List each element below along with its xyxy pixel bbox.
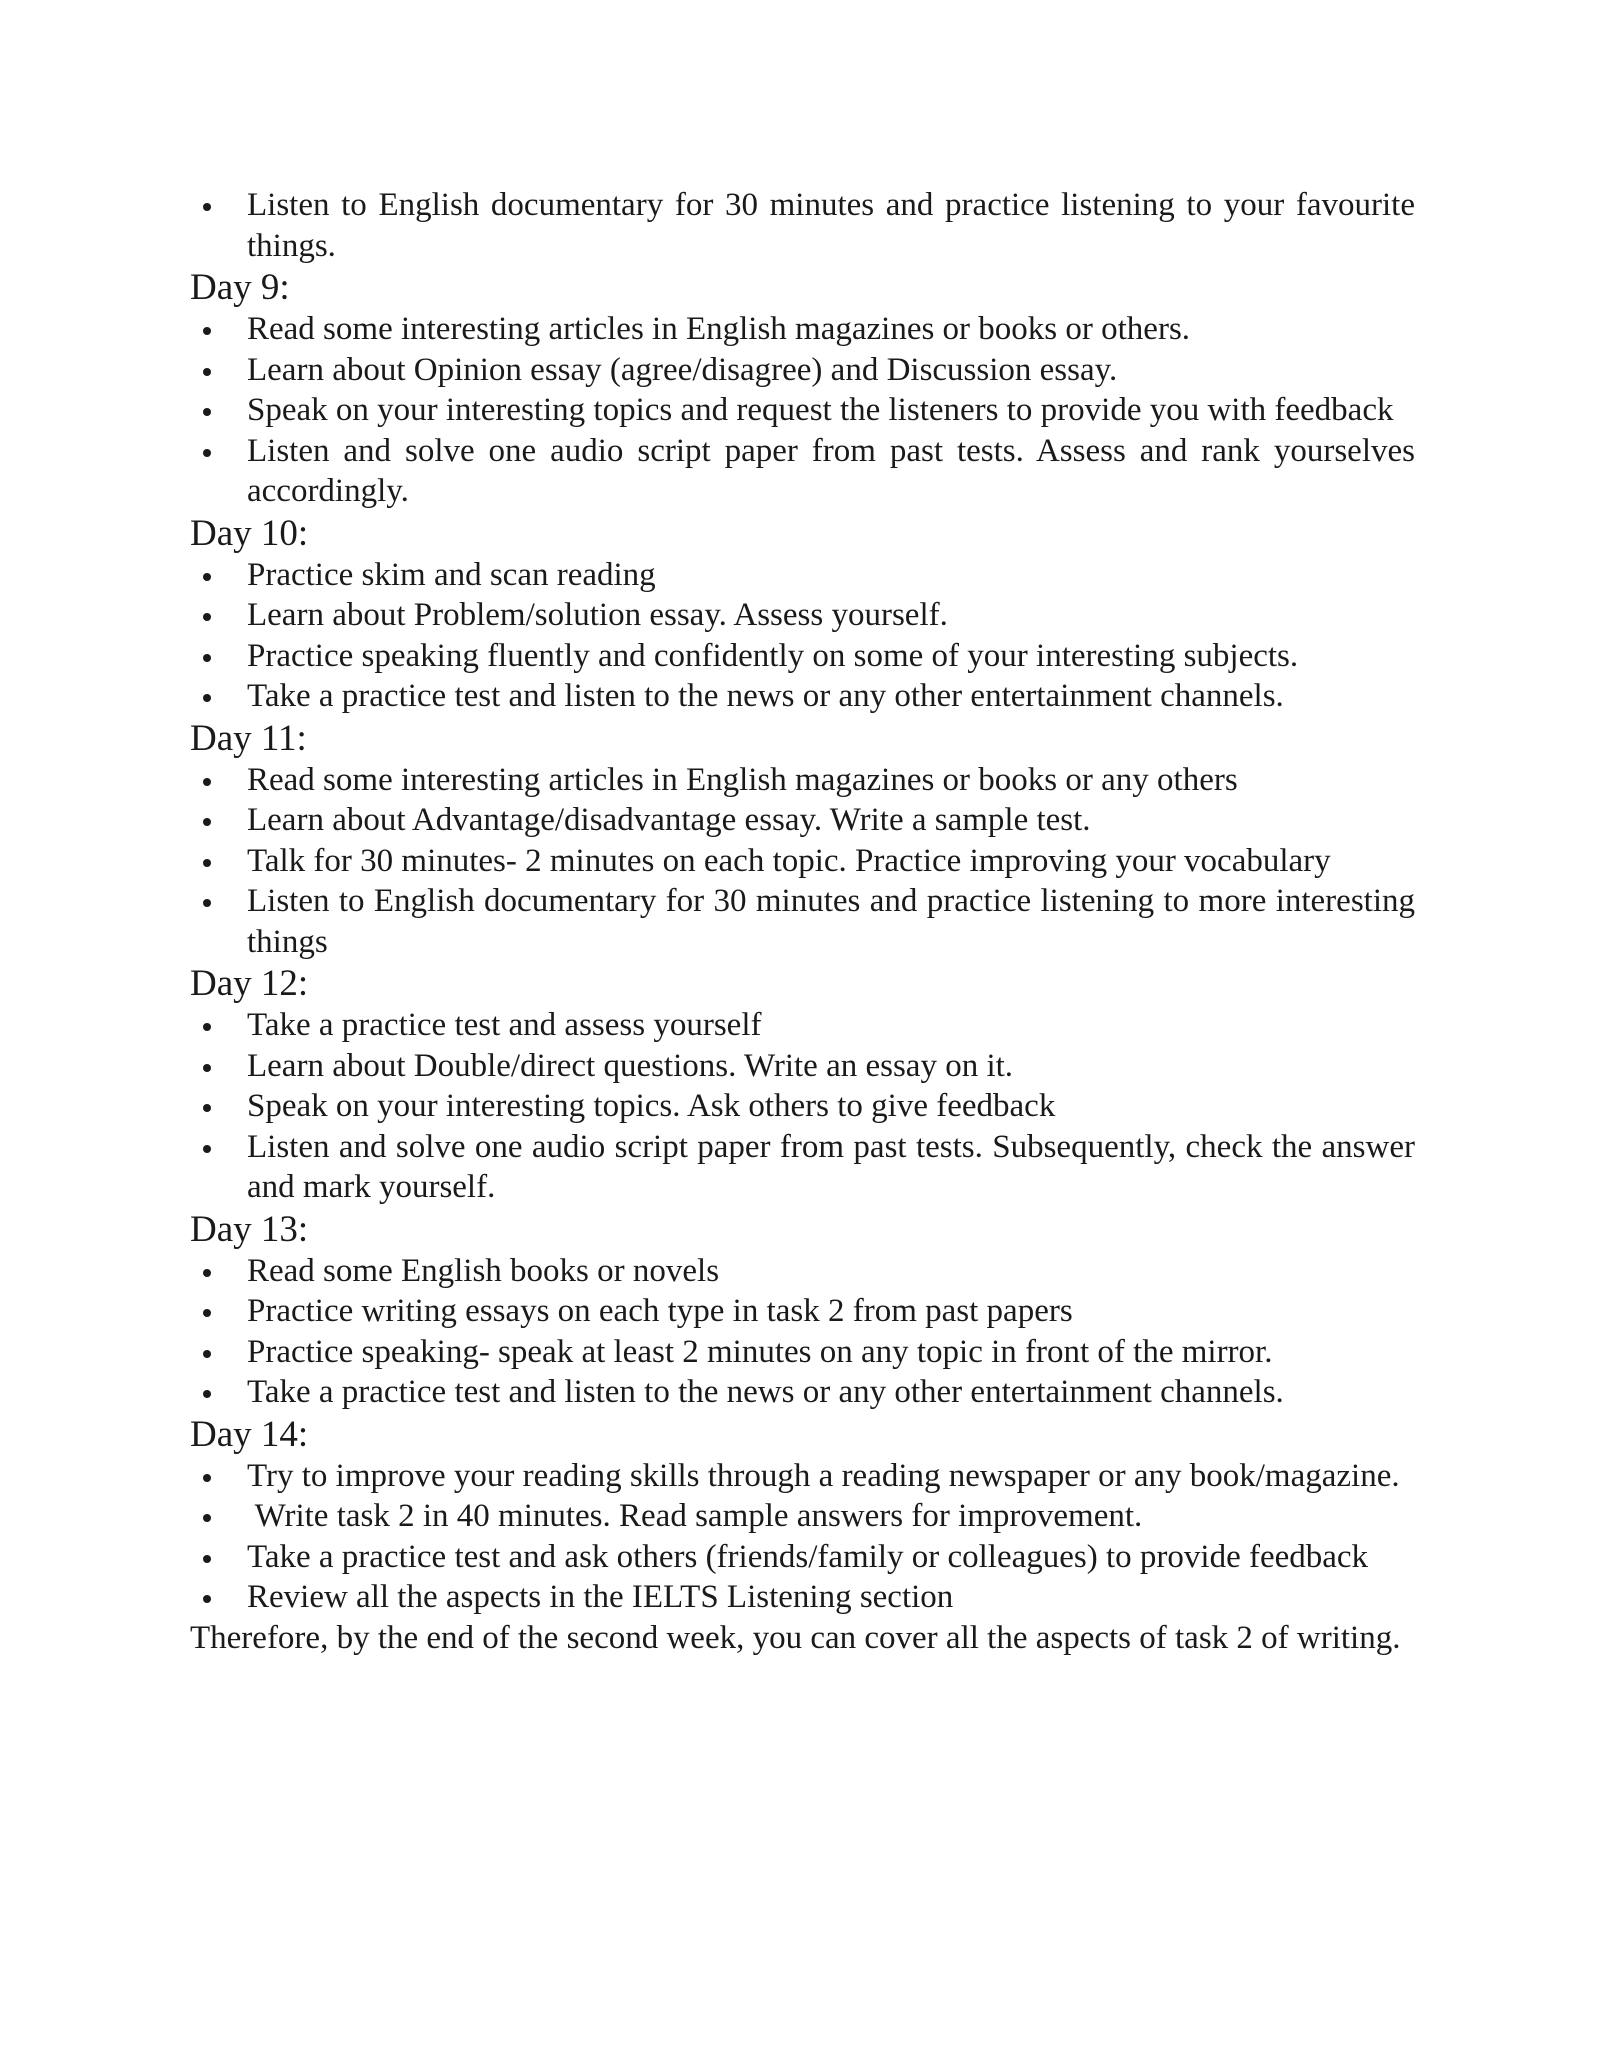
list-item	[190, 390, 1415, 431]
day-section-13	[190, 1208, 1415, 1413]
list-item	[190, 1291, 1415, 1332]
list-item-text: Listen to English documentary for 30 minutes and practice listening to more interesting things	[247, 883, 1415, 960]
list-item-text: Speak on your interesting topics. Ask others to give feedback	[247, 1088, 1056, 1124]
day-task-list	[190, 1251, 1415, 1413]
bullet-icon	[203, 1145, 211, 1153]
day-heading: Day 12:	[190, 963, 309, 1004]
list-item-text: Write task 2 in 40 minutes. Read sample answers for improvement.	[247, 1498, 1143, 1534]
list-item	[190, 185, 1415, 266]
bullet-icon	[203, 1555, 211, 1563]
day-task-list	[190, 309, 1415, 512]
day-section-14	[190, 1413, 1415, 1618]
day-task-list	[190, 1005, 1415, 1208]
bullet-icon	[203, 203, 211, 211]
day-section-11	[190, 717, 1415, 963]
list-item	[190, 1127, 1415, 1208]
day-heading: Day 13:	[190, 1208, 309, 1250]
bullet-icon	[203, 613, 211, 621]
list-item-text: Learn about Opinion essay (agree/disagree) and Discussion essay.	[247, 351, 1118, 388]
bullet-icon	[203, 778, 211, 786]
bullet-icon	[203, 654, 211, 662]
day-heading: Day 11:	[190, 717, 307, 759]
list-item	[190, 881, 1415, 962]
bullet-icon	[203, 1474, 211, 1482]
bullet-icon	[203, 368, 211, 376]
list-item	[190, 1577, 1415, 1618]
list-item-text: Read some interesting articles in English magazines or books or any others	[247, 761, 1238, 798]
list-item	[190, 1086, 1415, 1127]
list-item-text: Read some English books or novels	[247, 1252, 720, 1289]
bullet-icon	[203, 1064, 211, 1072]
bullet-icon	[203, 899, 211, 907]
list-item-text: Learn about Problem/solution essay. Assess yourself.	[247, 597, 948, 633]
day-task-list	[190, 1456, 1415, 1618]
bullet-icon	[203, 1350, 211, 1358]
list-item-text: Learn about Double/direct questions. Write an essay on it.	[247, 1047, 1014, 1084]
document-page	[190, 185, 1415, 1658]
list-item-text: Review all the aspects in the IELTS Listening section	[247, 1579, 954, 1615]
list-item-text: Practice speaking- speak at least 2 minutes on any topic in front of the mirror.	[247, 1333, 1273, 1370]
list-item	[190, 1496, 1415, 1537]
day-heading: Day 9:	[190, 267, 290, 308]
bullet-icon	[203, 1023, 211, 1031]
list-item	[190, 800, 1415, 841]
bullet-icon	[203, 1269, 211, 1277]
day-task-list	[190, 555, 1415, 717]
bullet-icon	[203, 327, 211, 335]
bullet-icon	[203, 1104, 211, 1112]
bullet-icon	[203, 573, 211, 581]
intro-list	[190, 185, 1415, 266]
bullet-icon	[203, 449, 211, 457]
list-item	[190, 309, 1415, 350]
list-item	[190, 1456, 1415, 1497]
list-item-text: Learn about Advantage/disadvantage essay. Write a sample test.	[247, 802, 1091, 838]
list-item-text: Listen and solve one audio script paper from past tests. Subsequently, check the answer and mark yourself.	[247, 1128, 1415, 1205]
list-item-text: Try to improve your reading skills through a reading newspaper or any book/magazine.	[247, 1457, 1400, 1494]
list-item	[190, 555, 1415, 596]
day-heading: Day 10:	[190, 512, 309, 554]
list-item	[190, 1372, 1415, 1413]
list-item-text: Listen and solve one audio script paper from past tests. Assess and rank yourselves accordingly.	[247, 432, 1415, 509]
day-heading: Day 14:	[190, 1413, 309, 1455]
list-item-text: Listen to English documentary for 30 minutes and practice listening to your favourite things.	[247, 187, 1415, 264]
list-item	[190, 841, 1415, 882]
list-item	[190, 1537, 1415, 1578]
list-item-text: Speak on your interesting topics and request the listeners to provide you with feedback	[247, 392, 1394, 428]
bullet-icon	[203, 1390, 211, 1398]
list-item-text: Practice skim and scan reading	[247, 556, 656, 593]
list-item	[190, 431, 1415, 512]
list-item-text: Practice writing essays on each type in task 2 from past papers	[247, 1293, 1073, 1329]
list-item	[190, 1005, 1415, 1046]
list-item	[190, 1251, 1415, 1292]
bullet-icon	[203, 694, 211, 702]
bullet-icon	[203, 408, 211, 416]
bullet-icon	[203, 1514, 211, 1522]
list-item	[190, 595, 1415, 636]
list-item	[190, 1332, 1415, 1373]
day-section-10	[190, 512, 1415, 717]
closing-paragraph: Therefore, by the end of the second week, you can cover all the aspects of task 2 of writing.	[190, 1619, 1401, 1656]
list-item-text: Talk for 30 minutes- 2 minutes on each topic. Practice improving your vocabulary	[247, 842, 1331, 879]
bullet-icon	[203, 1309, 211, 1317]
bullet-icon	[203, 818, 211, 826]
list-item	[190, 350, 1415, 391]
list-item-text: Practice speaking fluently and confidently on some of your interesting subjects.	[247, 637, 1299, 674]
list-item	[190, 760, 1415, 801]
bullet-icon	[203, 1595, 211, 1603]
list-item-text: Take a practice test and assess yourself	[247, 1007, 762, 1043]
bullet-icon	[203, 859, 211, 867]
list-item-text: Take a practice test and listen to the news or any other entertainment channels.	[247, 678, 1284, 714]
day-section-9	[190, 266, 1415, 512]
day-section-12	[190, 962, 1415, 1208]
list-item-text: Take a practice test and ask others (friends/family or colleagues) to provide feedback	[247, 1538, 1369, 1575]
list-item	[190, 636, 1415, 677]
list-item-text: Take a practice test and listen to the news or any other entertainment channels.	[247, 1374, 1284, 1410]
list-item	[190, 1046, 1415, 1087]
list-item-text: Read some interesting articles in English magazines or books or others.	[247, 311, 1191, 347]
list-item	[190, 676, 1415, 717]
day-task-list	[190, 760, 1415, 963]
